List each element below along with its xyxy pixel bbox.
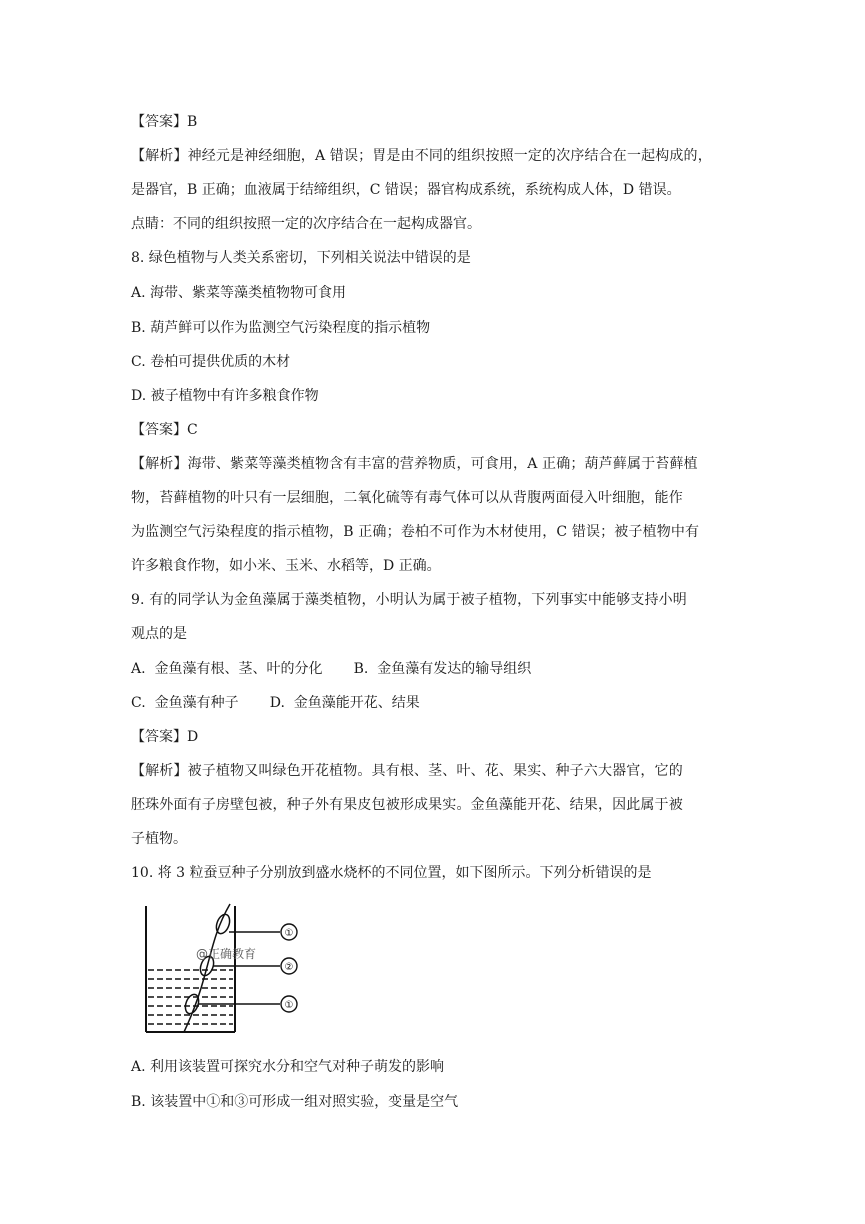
answer-7: 【答案】B — [131, 114, 198, 130]
analysis-9-line-2: 胚珠外面有子房壁包被，种子外有果皮包被形成果实。金鱼藻能开花、结果，因此属于被 — [131, 797, 683, 813]
q8-option-a: A. 海带、紫菜等藻类植物物可食用 — [131, 285, 347, 301]
label-seed-1: ① — [284, 928, 294, 939]
question-9-line-1: 9. 有的同学认为金鱼藻属于藻类植物，小明认为属于被子植物，下列事实中能够支持小明 — [131, 592, 687, 608]
question-9-line-2: 观点的是 — [131, 626, 187, 642]
beaker-figure — [140, 900, 310, 1040]
label-seed-3: ① — [284, 1000, 294, 1011]
q9-options-ab: A. 金鱼藻有根、茎、叶的分化 B. 金鱼藻有发达的输导组织 — [131, 661, 532, 677]
analysis-8-line-4: 许多粮食作物，如小米、玉米、水稻等，D 正确。 — [131, 558, 441, 574]
analysis-8-line-3: 为监测空气污染程度的指示植物，B 正确；卷柏不可作为木材使用，C 错误；被子植物中有 — [131, 524, 700, 540]
q8-option-c: C. 卷柏可提供优质的木材 — [131, 354, 291, 370]
answer-8: 【答案】C — [131, 422, 198, 438]
analysis-7-line-2: 是器官，B 正确；血液属于结缔组织，C 错误；器官构成系统，系统构成人体，D 错误。 — [131, 182, 681, 198]
note-7: 点睛：不同的组织按照一定的次序结合在一起构成器官。 — [131, 216, 481, 232]
q10-option-a: A. 利用该装置可探究水分和空气对种子萌发的影响 — [131, 1059, 445, 1075]
analysis-9-line-3: 子植物。 — [131, 831, 187, 847]
analysis-7-line-1: 【解析】神经元是神经细胞，A 错误；胃是由不同的组织按照一定的次序结合在一起构成的， — [131, 148, 712, 164]
question-10: 10. 将 3 粒蚕豆种子分别放到盛水烧杯的不同位置，如下图所示。下列分析错误的是 — [131, 865, 652, 881]
answer-9: 【答案】D — [131, 729, 199, 745]
label-seed-2: ② — [284, 962, 294, 973]
watermark: @正确教育 — [196, 947, 257, 961]
q8-option-d: D. 被子植物中有许多粮食作物 — [131, 388, 319, 404]
question-8: 8. 绿色植物与人类关系密切，下列相关说法中错误的是 — [131, 250, 471, 266]
q10-option-b: B. 该装置中①和③可形成一组对照实验，变量是空气 — [131, 1094, 459, 1110]
q9-options-cd: C. 金鱼藻有种子 D. 金鱼藻能开花、结果 — [131, 695, 420, 711]
analysis-8-line-2: 物，苔藓植物的叶只有一层细胞，二氧化硫等有毒气体可以从背腹两面侵入叶细胞，能作 — [131, 490, 683, 506]
q8-option-b: B. 葫芦鲜可以作为监测空气污染程度的指示植物 — [131, 320, 431, 336]
analysis-9-line-1: 【解析】被子植物又叫绿色开花植物。具有根、茎、叶、花、果实、种子六大器官，它的 — [131, 763, 683, 779]
analysis-8-line-1: 【解析】海带、紫菜等藻类植物含有丰富的营养物质，可食用，A 正确；葫芦藓属于苔藓植 — [131, 456, 698, 472]
